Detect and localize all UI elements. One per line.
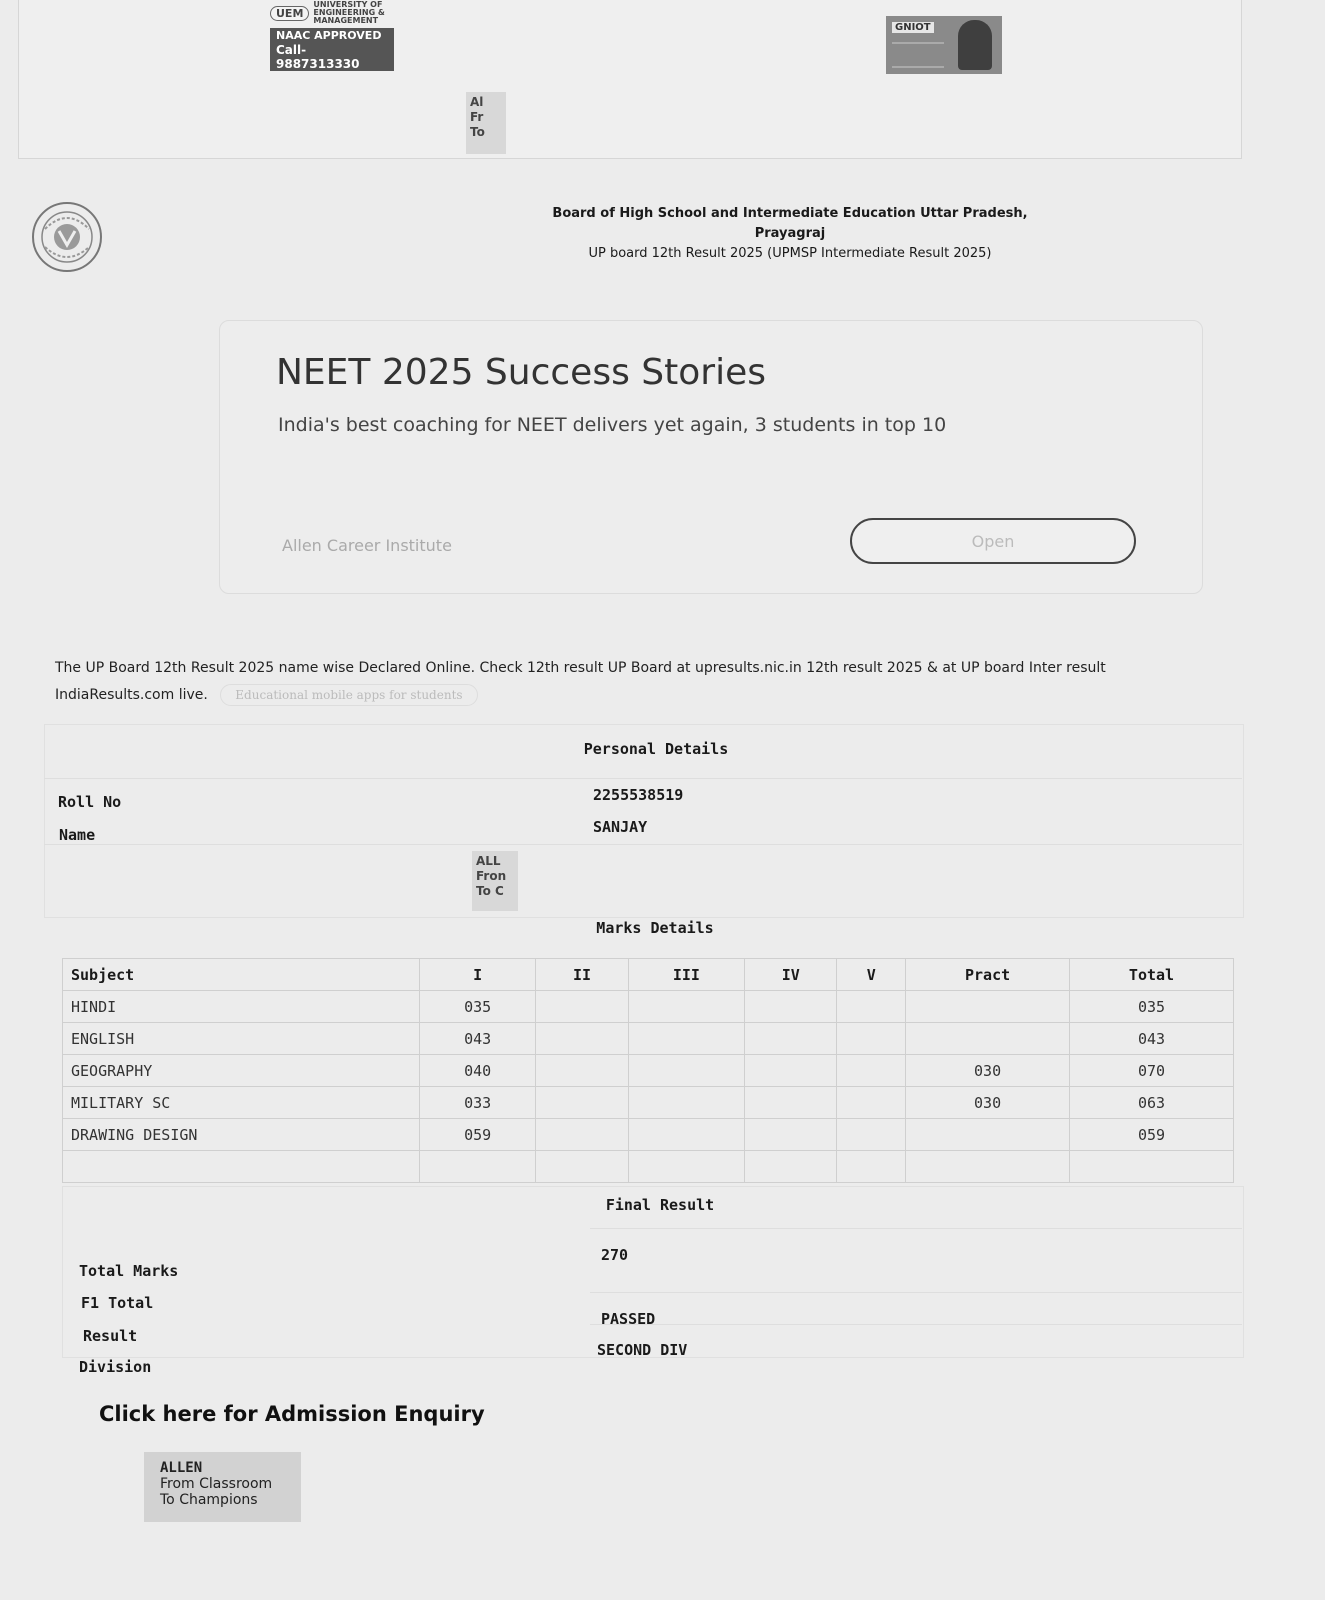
division-label: Division xyxy=(79,1358,152,1376)
neet-ad-advertiser: Allen Career Institute xyxy=(282,536,452,555)
gniot-label: GNIOT xyxy=(892,22,934,33)
col-v: V xyxy=(837,959,906,991)
mark-cell: 033 xyxy=(420,1087,536,1119)
total-cell: 070 xyxy=(1070,1055,1234,1087)
row-divider xyxy=(590,1324,1242,1325)
mark-cell xyxy=(745,1087,837,1119)
col-ii: II xyxy=(536,959,628,991)
row-divider xyxy=(590,1292,1242,1293)
pract-cell xyxy=(906,991,1070,1023)
neet-ad-title: NEET 2025 Success Stories xyxy=(276,352,766,393)
subject-cell: DRAWING DESIGN xyxy=(63,1119,420,1151)
mark-cell: 043 xyxy=(420,1023,536,1055)
allen-tagline-line: To Champions xyxy=(160,1492,258,1508)
table-row xyxy=(63,991,1234,1023)
mark-cell xyxy=(837,1087,906,1119)
mark-cell xyxy=(536,1023,628,1055)
neet-ad-subtitle: India's best coaching for NEET delivers yet again, 3 students in top 10 xyxy=(278,414,947,436)
uem-naac-label: NAAC APPROVED xyxy=(270,28,394,43)
person-image-icon xyxy=(958,20,992,70)
mark-cell xyxy=(628,1055,744,1087)
col-subject: Subject xyxy=(63,959,420,991)
uem-ad-banner[interactable] xyxy=(270,0,394,71)
intro-paragraph xyxy=(55,655,1215,709)
mark-cell: 040 xyxy=(420,1055,536,1087)
top-ad-band xyxy=(18,0,1242,159)
total-cell: 043 xyxy=(1070,1023,1234,1055)
mark-cell xyxy=(536,1087,628,1119)
total-cell: 059 xyxy=(1070,1119,1234,1151)
mark-cell xyxy=(536,1119,628,1151)
mark-cell xyxy=(536,1055,628,1087)
allen-brand: ALLEN xyxy=(160,1460,203,1476)
name-value: SANJAY xyxy=(593,818,648,836)
result-value: PASSED xyxy=(601,1310,656,1328)
mark-cell xyxy=(837,1055,906,1087)
table-row xyxy=(63,1055,1234,1087)
col-i: I xyxy=(420,959,536,991)
mark-cell xyxy=(837,1119,906,1151)
marks-header-row xyxy=(63,959,1234,991)
table-row xyxy=(63,1119,1234,1151)
division-value: SECOND DIV xyxy=(597,1341,688,1359)
mark-cell xyxy=(837,1023,906,1055)
mark-cell: 059 xyxy=(420,1119,536,1151)
col-total: Total xyxy=(1070,959,1234,991)
pract-cell: 030 xyxy=(906,1087,1070,1119)
row-divider xyxy=(44,778,1242,779)
col-pract: Pract xyxy=(906,959,1070,991)
table-row xyxy=(63,1087,1234,1119)
col-iv: IV xyxy=(745,959,837,991)
roll-no-label: Roll No xyxy=(58,793,122,811)
mark-cell xyxy=(628,1023,744,1055)
col-iii: III xyxy=(628,959,744,991)
personal-details-heading: Personal Details xyxy=(583,740,729,758)
mark-cell xyxy=(837,991,906,1023)
allen-ad-banner[interactable] xyxy=(144,1452,301,1522)
allen-tagline-line: From Classroom xyxy=(160,1476,273,1492)
pract-cell xyxy=(906,1023,1070,1055)
small-ad-line: To xyxy=(470,125,485,139)
mark-cell xyxy=(745,1119,837,1151)
mark-cell xyxy=(628,1087,744,1119)
subject-cell: MILITARY SC xyxy=(63,1087,420,1119)
up-emblem-icon xyxy=(31,201,103,273)
name-label: Name xyxy=(59,826,96,844)
total-cell: 035 xyxy=(1070,991,1234,1023)
gniot-text-lines xyxy=(892,42,944,68)
uem-call-label: Call- 9887313330 xyxy=(270,43,394,71)
mark-cell xyxy=(628,991,744,1023)
mark-cell xyxy=(745,991,837,1023)
marks-details-heading: Marks Details xyxy=(596,919,714,937)
marks-table xyxy=(62,958,1234,1183)
board-heading-block xyxy=(530,204,1050,264)
row-divider xyxy=(590,1228,1242,1229)
small-ad-middle[interactable] xyxy=(472,851,518,911)
table-row-empty xyxy=(63,1151,1234,1183)
total-marks-value: 270 xyxy=(601,1246,629,1264)
pract-cell xyxy=(906,1119,1070,1151)
small-ad-line: ALL xyxy=(476,854,501,868)
board-title: Board of High School and Intermediate Education Uttar Pradesh, Prayagraj xyxy=(552,206,1028,241)
pract-cell: 030 xyxy=(906,1055,1070,1087)
mark-cell xyxy=(536,991,628,1023)
mark-cell xyxy=(745,1055,837,1087)
result-label: Result xyxy=(83,1327,138,1345)
total-marks-label: Total Marks xyxy=(79,1262,179,1280)
subject-cell: GEOGRAPHY xyxy=(63,1055,420,1087)
uem-name: UNIVERSITY OF ENGINEERING & MANAGEMENT xyxy=(313,0,385,25)
small-ad-line: To C xyxy=(476,884,504,898)
small-ad-top[interactable] xyxy=(466,92,506,154)
apps-chip[interactable]: Educational mobile apps for students xyxy=(220,684,477,706)
gniot-ad-banner[interactable] xyxy=(886,16,1002,74)
subject-cell: ENGLISH xyxy=(63,1023,420,1055)
mark-cell xyxy=(745,1023,837,1055)
board-subtitle: UP board 12th Result 2025 (UPMSP Intermediate Result 2025) xyxy=(588,246,992,261)
small-ad-line: Al xyxy=(470,95,484,109)
small-ad-line: Fron xyxy=(476,869,507,883)
roll-no-value: 2255538519 xyxy=(593,786,684,804)
open-ad-button[interactable]: Open xyxy=(850,518,1136,564)
row-divider xyxy=(44,844,1242,845)
small-ad-line: Fr xyxy=(470,110,484,124)
admission-enquiry-link[interactable]: Click here for Admission Enquiry xyxy=(99,1402,485,1426)
final-result-heading: Final Result xyxy=(605,1196,715,1214)
f1-total-label: F1 Total xyxy=(81,1294,154,1312)
table-row xyxy=(63,1023,1234,1055)
intro-text: The UP Board 12th Result 2025 name wise Declared Online. Check 12th result UP Board at upresults.nic.in 12th result 2025 & at UP board Inter result IndiaResults.com live. xyxy=(55,660,1106,703)
mark-cell xyxy=(628,1119,744,1151)
subject-cell: HINDI xyxy=(63,991,420,1023)
uem-badge: UEM xyxy=(270,6,309,21)
total-cell: 063 xyxy=(1070,1087,1234,1119)
mark-cell: 035 xyxy=(420,991,536,1023)
